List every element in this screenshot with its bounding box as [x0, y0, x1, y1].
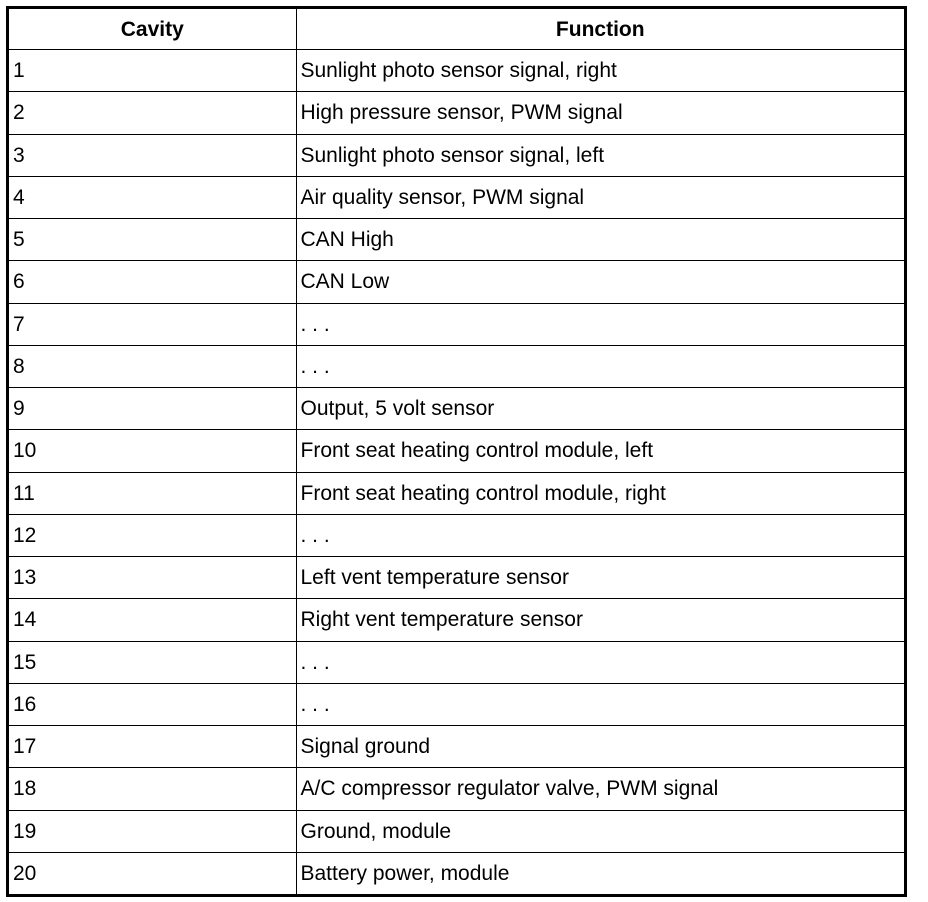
table-row: [9, 134, 904, 176]
table-row: [9, 219, 904, 261]
table-row: [9, 557, 904, 599]
function-cell: . . .: [296, 641, 904, 683]
table-row: [9, 683, 904, 725]
cavity-cell: 3: [9, 134, 296, 176]
table-row: [9, 810, 904, 852]
function-cell: CAN High: [296, 219, 904, 261]
function-cell: Front seat heating control module, right: [296, 472, 904, 514]
cavity-cell: 19: [9, 810, 296, 852]
function-cell: High pressure sensor, PWM signal: [296, 92, 904, 134]
table-row: [9, 430, 904, 472]
cavity-cell: 15: [9, 641, 296, 683]
function-cell: Signal ground: [296, 726, 904, 768]
cavity-cell: 10: [9, 430, 296, 472]
cavity-cell: 7: [9, 303, 296, 345]
table-row: [9, 726, 904, 768]
pinout-table: [9, 9, 904, 894]
function-cell: . . .: [296, 514, 904, 556]
table-row: [9, 852, 904, 894]
header-row: [9, 9, 904, 50]
cavity-cell: 17: [9, 726, 296, 768]
connector-pinout-table: [6, 6, 907, 897]
cavity-cell: 14: [9, 599, 296, 641]
table-row: [9, 176, 904, 218]
function-cell: Air quality sensor, PWM signal: [296, 176, 904, 218]
function-cell: Sunlight photo sensor signal, left: [296, 134, 904, 176]
function-cell: Left vent temperature sensor: [296, 557, 904, 599]
table-row: [9, 472, 904, 514]
cavity-cell: 16: [9, 683, 296, 725]
cavity-cell: 18: [9, 768, 296, 810]
table-row: [9, 599, 904, 641]
function-cell: Output, 5 volt sensor: [296, 388, 904, 430]
function-cell: Battery power, module: [296, 852, 904, 894]
function-cell: . . .: [296, 303, 904, 345]
function-cell: CAN Low: [296, 261, 904, 303]
table-row: [9, 345, 904, 387]
table-row: [9, 514, 904, 556]
cavity-cell: 6: [9, 261, 296, 303]
function-cell: Right vent temperature sensor: [296, 599, 904, 641]
table-row: [9, 768, 904, 810]
table-row: [9, 50, 904, 92]
header-function: Function: [296, 9, 904, 50]
cavity-cell: 4: [9, 176, 296, 218]
function-cell: Ground, module: [296, 810, 904, 852]
cavity-cell: 13: [9, 557, 296, 599]
cavity-cell: 2: [9, 92, 296, 134]
header-cavity: Cavity: [9, 9, 296, 50]
cavity-cell: 12: [9, 514, 296, 556]
function-cell: . . .: [296, 683, 904, 725]
cavity-cell: 8: [9, 345, 296, 387]
table-row: [9, 261, 904, 303]
cavity-cell: 11: [9, 472, 296, 514]
function-cell: . . .: [296, 345, 904, 387]
cavity-cell: 1: [9, 50, 296, 92]
function-cell: A/C compressor regulator valve, PWM signal: [296, 768, 904, 810]
table-row: [9, 303, 904, 345]
function-cell: Front seat heating control module, left: [296, 430, 904, 472]
table-row: [9, 641, 904, 683]
function-cell: Sunlight photo sensor signal, right: [296, 50, 904, 92]
cavity-cell: 20: [9, 852, 296, 894]
cavity-cell: 9: [9, 388, 296, 430]
cavity-cell: 5: [9, 219, 296, 261]
table-row: [9, 92, 904, 134]
table-row: [9, 388, 904, 430]
